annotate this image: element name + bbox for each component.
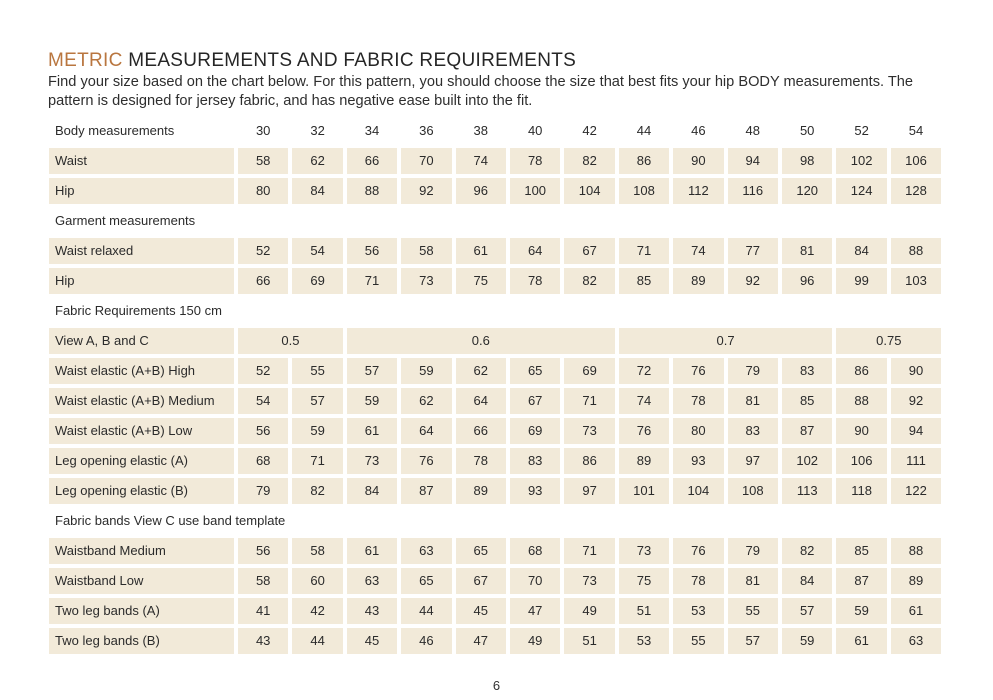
- size-header-cell: 46: [691, 123, 706, 138]
- table-cell: 49: [564, 598, 614, 624]
- table-cell: 97: [728, 448, 778, 474]
- table-cell: 61: [836, 628, 886, 654]
- table-cell: 61: [347, 418, 397, 444]
- table-cell: 51: [619, 598, 669, 624]
- table-cell: 68: [238, 448, 288, 474]
- table-cell: 84: [782, 568, 832, 594]
- table-cell: 92: [891, 388, 941, 414]
- table-cell: 54: [292, 238, 342, 264]
- row-label: Leg opening elastic (A): [49, 448, 234, 474]
- section-garment: [49, 208, 943, 234]
- table-cell: 89: [619, 448, 669, 474]
- table-cell: 77: [728, 238, 778, 264]
- table-cell: 67: [456, 568, 506, 594]
- size-header-cell: 50: [799, 123, 815, 138]
- table-cell: 86: [619, 148, 669, 174]
- table-cell: 47: [510, 598, 560, 624]
- table-cell: 67: [510, 388, 560, 414]
- table-cell: 43: [347, 598, 397, 624]
- table-cell: 92: [401, 178, 451, 204]
- table-cell: 52: [238, 358, 288, 384]
- table-cell: 106: [891, 148, 941, 174]
- size-header-cell: 32: [310, 123, 325, 138]
- table-cell: 85: [619, 268, 669, 294]
- table-cell: 98: [782, 148, 832, 174]
- table-cell: 74: [456, 148, 506, 174]
- table-cell: 57: [728, 628, 778, 654]
- table-cell: 111: [891, 448, 941, 474]
- table-cell: 116: [728, 178, 778, 204]
- table-cell: 112: [673, 178, 723, 204]
- section-label: Garment measurements: [55, 213, 196, 228]
- table-cell: 103: [891, 268, 941, 294]
- table-cell: 73: [564, 418, 614, 444]
- table-cell: 44: [401, 598, 451, 624]
- table-cell: 67: [564, 238, 614, 264]
- table-cell: 45: [456, 598, 506, 624]
- table-cell: 80: [673, 418, 723, 444]
- row-label: Waist elastic (A+B) Low: [49, 418, 234, 444]
- table-cell: 66: [238, 268, 288, 294]
- table-cell: 73: [347, 448, 397, 474]
- table-cell: 96: [782, 268, 832, 294]
- table-cell: 122: [891, 478, 941, 504]
- table-cell: 94: [891, 418, 941, 444]
- title-accent: METRIC: [48, 50, 123, 71]
- table-cell: 42: [292, 598, 342, 624]
- table-cell: 65: [510, 358, 560, 384]
- table-cell: 79: [728, 358, 778, 384]
- section-label: Fabric bands View C use band template: [55, 513, 286, 528]
- table-cell: 84: [836, 238, 886, 264]
- table-cell: 73: [619, 538, 669, 564]
- table-cell: 97: [564, 478, 614, 504]
- size-header-cell: 42: [582, 123, 597, 138]
- table-cell: 87: [836, 568, 886, 594]
- table-row: [49, 628, 943, 654]
- measurements-table: [49, 118, 943, 658]
- table-cell: 75: [619, 568, 669, 594]
- table-row: [49, 448, 943, 474]
- table-cell: 69: [564, 358, 614, 384]
- table-cell: 84: [347, 478, 397, 504]
- table-cell: 52: [238, 238, 288, 264]
- table-cell: 124: [836, 178, 886, 204]
- row-label: View A, B and C: [49, 328, 234, 354]
- table-cell: 78: [673, 568, 723, 594]
- table-cell: 66: [347, 148, 397, 174]
- table-cell: 106: [836, 448, 886, 474]
- table-cell: 85: [782, 388, 832, 414]
- table-cell: 59: [347, 388, 397, 414]
- merged-cell: 0.5: [238, 328, 343, 354]
- table-cell: 120: [782, 178, 832, 204]
- table-cell: 63: [401, 538, 451, 564]
- table-cell: 94: [728, 148, 778, 174]
- row-label: Hip: [49, 268, 234, 294]
- table-cell: 89: [456, 478, 506, 504]
- table-cell: 92: [728, 268, 778, 294]
- table-row: [49, 418, 943, 444]
- title-rest: MEASUREMENTS AND FABRIC REQUIREMENTS: [128, 50, 577, 71]
- table-cell: 68: [510, 538, 560, 564]
- table-cell: 47: [456, 628, 506, 654]
- table-cell: 71: [619, 238, 669, 264]
- table-cell: 93: [673, 448, 723, 474]
- table-cell: 108: [728, 478, 778, 504]
- table-row: [49, 148, 943, 174]
- page-number: 6: [492, 678, 501, 693]
- table-cell: 74: [619, 388, 669, 414]
- table-cell: 54: [238, 388, 288, 414]
- table-row: [49, 358, 943, 384]
- table-cell: 57: [347, 358, 397, 384]
- table-cell: 57: [292, 388, 342, 414]
- row-label: Waist elastic (A+B) Medium: [49, 388, 234, 414]
- table-cell: 78: [673, 388, 723, 414]
- row-label: Two leg bands (A): [49, 598, 234, 624]
- table-cell: 84: [292, 178, 342, 204]
- table-cell: 56: [238, 418, 288, 444]
- table-cell: 128: [891, 178, 941, 204]
- table-cell: 62: [292, 148, 342, 174]
- table-cell: 83: [728, 418, 778, 444]
- table-cell: 78: [510, 268, 560, 294]
- table-cell: 88: [347, 178, 397, 204]
- table-cell: 73: [401, 268, 451, 294]
- table-row: [49, 178, 943, 204]
- table-cell: 71: [292, 448, 342, 474]
- table-cell: 55: [728, 598, 778, 624]
- table-cell: 63: [347, 568, 397, 594]
- table-cell: 86: [836, 358, 886, 384]
- header-label: Body measurements: [55, 123, 175, 138]
- section-bands: [49, 508, 943, 534]
- table-cell: 78: [510, 148, 560, 174]
- table-cell: 78: [456, 448, 506, 474]
- section-label: Fabric Requirements 150 cm: [55, 303, 222, 318]
- table-cell: 83: [510, 448, 560, 474]
- table-cell: 57: [782, 598, 832, 624]
- table-cell: 59: [836, 598, 886, 624]
- size-header-cell: 52: [854, 123, 869, 138]
- row-label: Waistband Low: [49, 568, 234, 594]
- table-cell: 81: [728, 568, 778, 594]
- table-cell: 104: [673, 478, 723, 504]
- table-cell: 79: [728, 538, 778, 564]
- table-cell: 61: [347, 538, 397, 564]
- size-header-cell: 40: [527, 123, 543, 138]
- size-header-cell: 38: [473, 123, 489, 138]
- table-cell: 69: [510, 418, 560, 444]
- table-cell: 85: [836, 538, 886, 564]
- table-cell: 65: [401, 568, 451, 594]
- table-cell: 58: [292, 538, 342, 564]
- table-cell: 118: [836, 478, 886, 504]
- table-cell: 51: [564, 628, 614, 654]
- size-header-cell: 30: [255, 123, 271, 138]
- table-cell: 71: [564, 538, 614, 564]
- table-cell: 59: [401, 358, 451, 384]
- table-row: [49, 478, 943, 504]
- row-label: Waistband Medium: [49, 538, 234, 564]
- table-cell: 82: [292, 478, 342, 504]
- table-cell: 102: [836, 148, 886, 174]
- table-cell: 81: [728, 388, 778, 414]
- table-row: [49, 238, 943, 264]
- table-cell: 43: [238, 628, 288, 654]
- size-header-cell: 36: [419, 123, 434, 138]
- table-cell: 96: [456, 178, 506, 204]
- table-cell: 49: [510, 628, 560, 654]
- table-cell: 55: [292, 358, 342, 384]
- table-cell: 87: [782, 418, 832, 444]
- table-cell: 61: [456, 238, 506, 264]
- table-cell: 90: [836, 418, 886, 444]
- table-cell: 66: [456, 418, 506, 444]
- table-cell: 82: [564, 268, 614, 294]
- table-cell: 71: [564, 388, 614, 414]
- table-cell: 104: [564, 178, 614, 204]
- table-cell: 58: [238, 148, 288, 174]
- merged-cell: 0.7: [619, 328, 833, 354]
- table-cell: 88: [891, 538, 941, 564]
- table-cell: 56: [347, 238, 397, 264]
- table-cell: 89: [891, 568, 941, 594]
- table-cell: 88: [836, 388, 886, 414]
- table-cell: 101: [619, 478, 669, 504]
- table-cell: 64: [456, 388, 506, 414]
- table-cell: 82: [782, 538, 832, 564]
- table-cell: 74: [673, 238, 723, 264]
- table-cell: 64: [401, 418, 451, 444]
- table-cell: 76: [673, 538, 723, 564]
- table-cell: 73: [564, 568, 614, 594]
- table-cell: 72: [619, 358, 669, 384]
- row-label: Hip: [49, 178, 234, 204]
- table-cell: 71: [347, 268, 397, 294]
- table-cell: 62: [401, 388, 451, 414]
- table-row: [49, 538, 943, 564]
- table-cell: 83: [782, 358, 832, 384]
- table-cell: 62: [456, 358, 506, 384]
- size-header-row: [49, 118, 943, 144]
- table-cell: 59: [782, 628, 832, 654]
- table-cell: 88: [891, 238, 941, 264]
- table-cell: 80: [238, 178, 288, 204]
- table-row: [49, 268, 943, 294]
- table-cell: 87: [401, 478, 451, 504]
- table-cell: 75: [456, 268, 506, 294]
- table-cell: 46: [401, 628, 451, 654]
- table-cell: 61: [891, 598, 941, 624]
- table-cell: 56: [238, 538, 288, 564]
- table-cell: 90: [673, 148, 723, 174]
- table-cell: 89: [673, 268, 723, 294]
- table-cell: 45: [347, 628, 397, 654]
- size-header-cell: 54: [908, 123, 924, 138]
- table-row: [49, 568, 943, 594]
- row-label: Waist relaxed: [49, 238, 234, 264]
- table-cell: 55: [673, 628, 723, 654]
- table-cell: 63: [891, 628, 941, 654]
- table-cell: 82: [564, 148, 614, 174]
- table-cell: 102: [782, 448, 832, 474]
- section-fabric: [49, 298, 943, 324]
- table-cell: 81: [782, 238, 832, 264]
- table-cell: 86: [564, 448, 614, 474]
- page-title: [48, 50, 576, 72]
- table-cell: 70: [510, 568, 560, 594]
- table-cell: 70: [401, 148, 451, 174]
- merged-cell: 0.75: [836, 328, 941, 354]
- table-cell: 58: [401, 238, 451, 264]
- row-label: Leg opening elastic (B): [49, 478, 234, 504]
- table-row: [49, 598, 943, 624]
- table-cell: 113: [782, 478, 832, 504]
- view-row: [49, 328, 943, 354]
- table-cell: 64: [510, 238, 560, 264]
- table-cell: 90: [891, 358, 941, 384]
- table-cell: 108: [619, 178, 669, 204]
- intro-paragraph: Find your size based on the chart below. For this pattern, you should choose the size that best fits your hip BODY measurements. The pattern is designed for jersey fabric, and has negative ease built into the fit.: [48, 74, 914, 109]
- table-row: [49, 388, 943, 414]
- table-cell: 76: [673, 358, 723, 384]
- table-cell: 93: [510, 478, 560, 504]
- row-label: Waist: [49, 148, 234, 174]
- table-cell: 69: [292, 268, 342, 294]
- row-label: Waist elastic (A+B) High: [49, 358, 234, 384]
- table-cell: 58: [238, 568, 288, 594]
- table-cell: 100: [510, 178, 560, 204]
- table-cell: 99: [836, 268, 886, 294]
- table-cell: 53: [619, 628, 669, 654]
- row-label: Two leg bands (B): [49, 628, 234, 654]
- table-cell: 44: [292, 628, 342, 654]
- table-cell: 65: [456, 538, 506, 564]
- table-cell: 76: [401, 448, 451, 474]
- merged-cell: 0.6: [347, 328, 615, 354]
- table-cell: 76: [619, 418, 669, 444]
- table-cell: 79: [238, 478, 288, 504]
- table-cell: 60: [292, 568, 342, 594]
- size-header-cell: 44: [636, 123, 652, 138]
- size-header-cell: 48: [745, 123, 761, 138]
- table-cell: 59: [292, 418, 342, 444]
- table-cell: 41: [238, 598, 288, 624]
- table-cell: 53: [673, 598, 723, 624]
- size-header-cell: 34: [364, 123, 380, 138]
